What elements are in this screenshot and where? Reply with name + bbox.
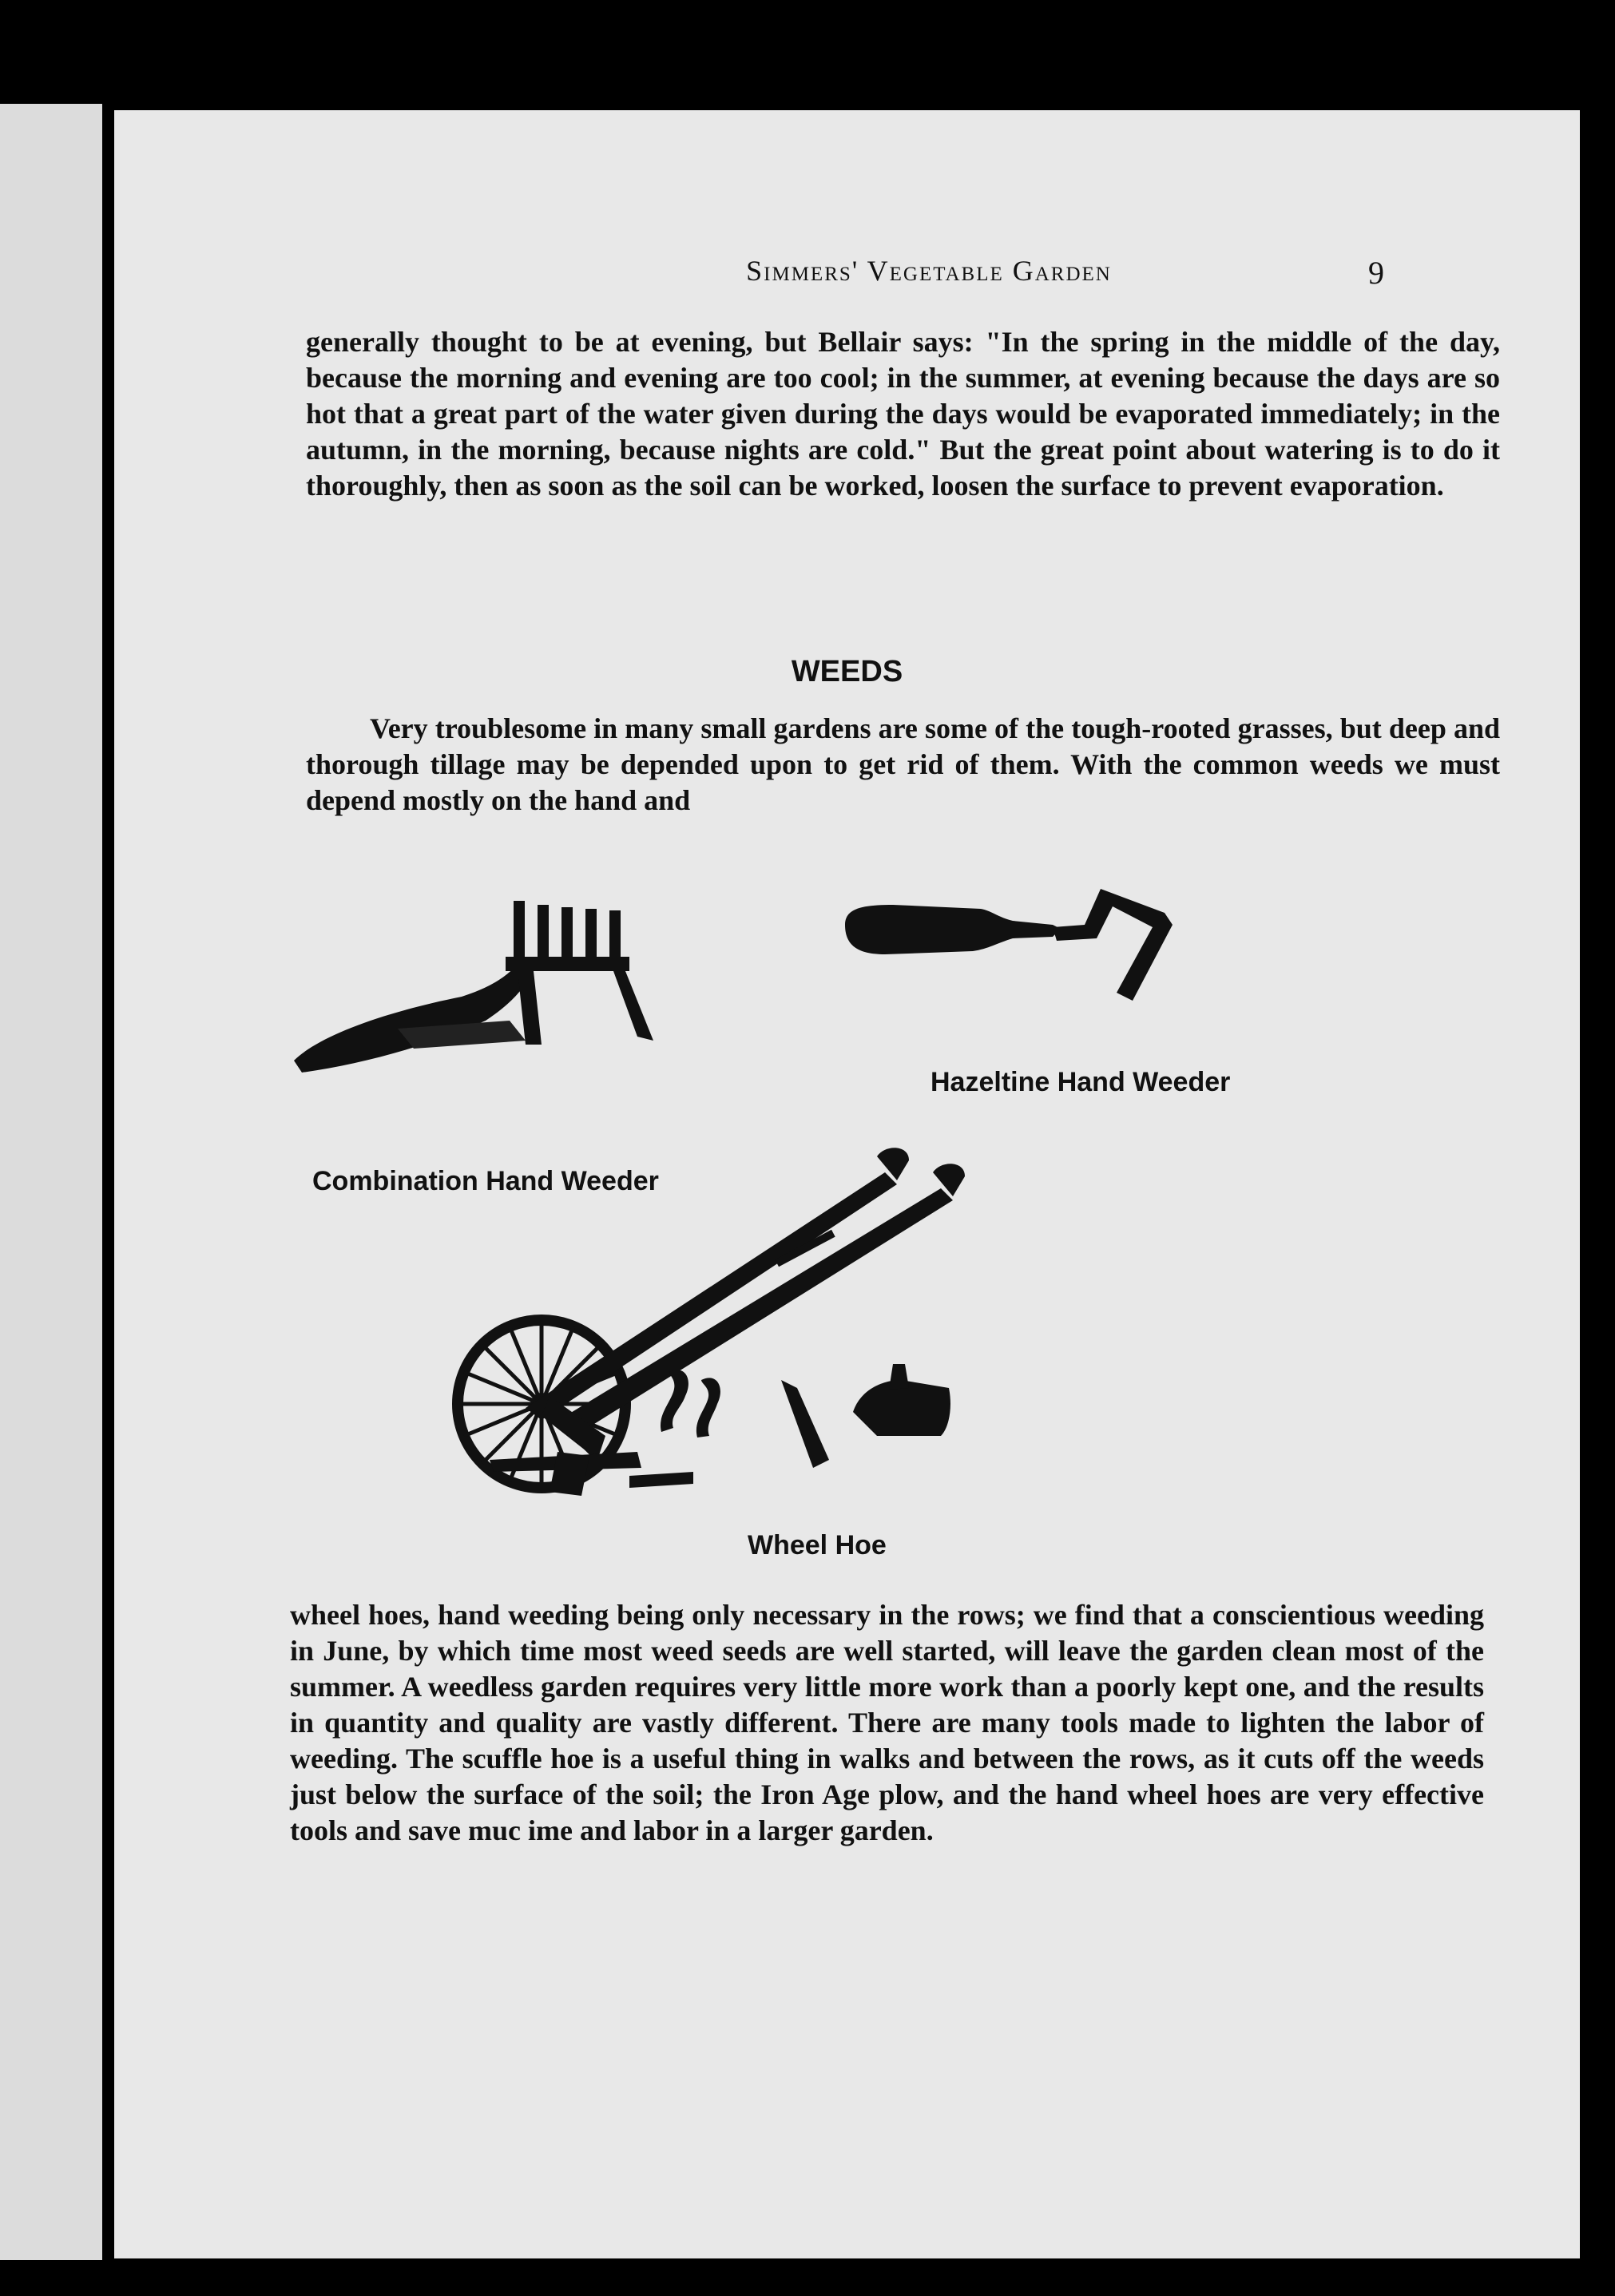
hazeltine-hand-weeder-illustration (845, 881, 1180, 1017)
facing-page-edge (0, 104, 102, 2260)
paragraph-3-text: wheel hoes, hand weeding being only necessary in the rows; we find that a conscientious weeding in June, by which time most weed seeds are well started, will leave the garden clean most of the summer. A weedless garden requires very little more work than a poorly kept one, and the results in quantity and quality are vastly different. There are many tools made to lighten the labor of weeding. The scuffle hoe is a useful thing in walks and between the rows, as it cuts off the weeds just below the surface of the soil; the Iron Age plow, and the hand wheel hoes are very effective tools and save muc ime and labor in a larger garden. (290, 1599, 1484, 1846)
paragraph-watering (306, 324, 1500, 504)
paragraph-weeding (290, 1597, 1484, 1849)
section-heading: WEEDS (791, 655, 903, 688)
book-page (114, 110, 1580, 2258)
paragraph-weeds-intro (306, 711, 1500, 819)
paragraph-2-text: Very troublesome in many small gardens are some of the tough-rooted grasses, but deep and thorough tillage may be depended upon to get rid of them. With the common weeds we must depend mostly on the hand and (306, 712, 1500, 816)
wheel-hoe-caption: Wheel Hoe (748, 1530, 887, 1560)
wheel-hoe-illustration (430, 1140, 1021, 1508)
hazeltine-hand-weeder-caption: Hazeltine Hand Weeder (931, 1067, 1231, 1097)
running-title: Simmers' Vegetable Garden (746, 255, 1112, 287)
page-number: 9 (1368, 255, 1384, 291)
paragraph-1-text: generally thought to be at evening, but Bellair says: "In the spring in the middle of the day, because the morning and evening are too cool; in the summer, at evening because the days are so hot that a great part of the water given during the days would be evaporated immediately; in the autumn, in the morning, because nights are cold." But the great point about watering is to do it thoroughly, then as soon as the soil can be worked, loosen the surface to prevent evaporation. (306, 326, 1500, 502)
combination-hand-weeder-illustration (286, 901, 661, 1085)
combination-hand-weeder-caption: Combination Hand Weeder (312, 1166, 659, 1196)
